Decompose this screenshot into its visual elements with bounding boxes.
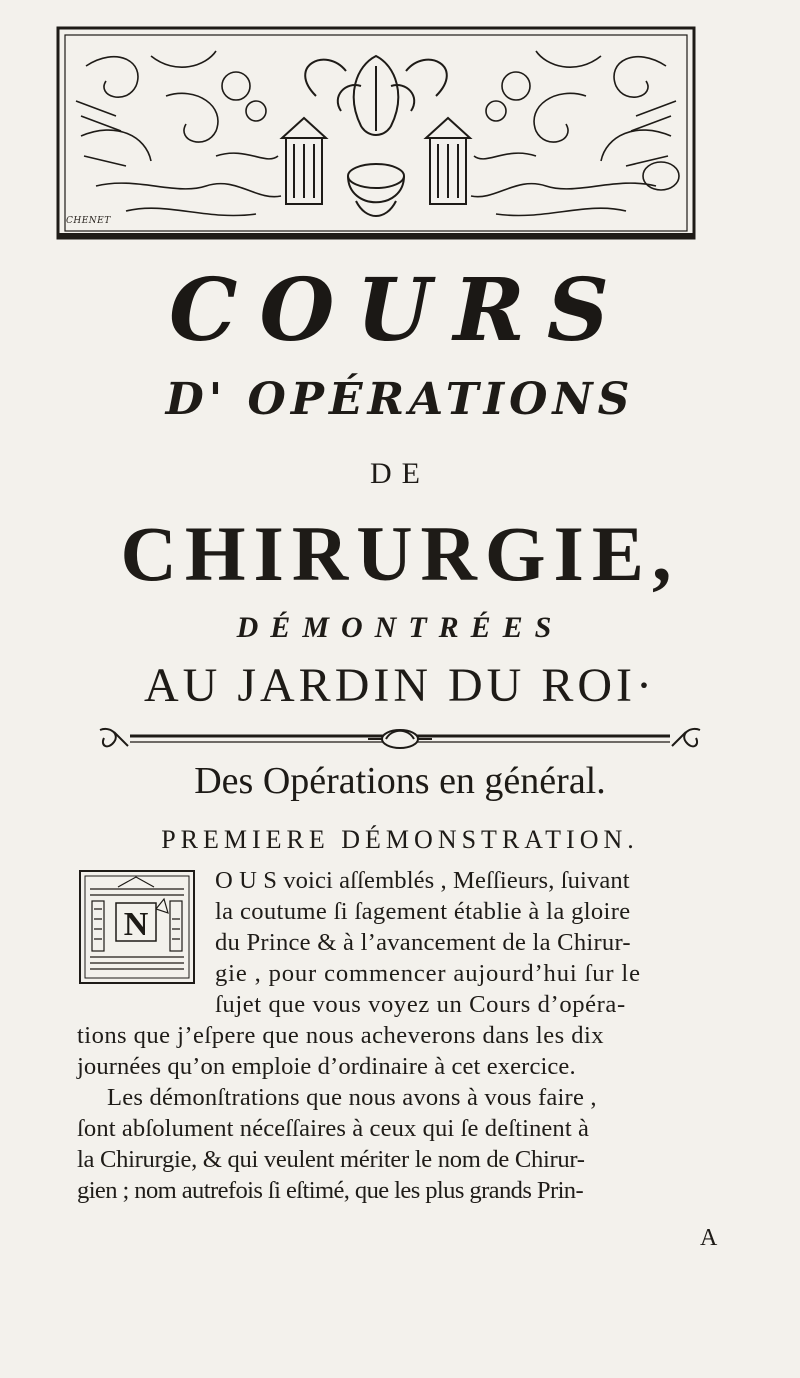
body-line: journées qu’on emploie d’ordinaire à cet exercice.: [77, 1053, 576, 1080]
drop-cap: [78, 869, 196, 985]
title-demontrees: DÉMONTRÉES: [236, 611, 564, 644]
body-line: la coutume ſi ſagement établie à la gloire: [215, 898, 631, 925]
body-line: la Chirurgie, & qui veulent mériter le nom de Chirur-: [77, 1146, 585, 1173]
body-line: tions que j’eſpere que nous acheverons dans les dix: [77, 1022, 604, 1049]
title-chirurgie: CHIRURGIE,: [120, 510, 680, 597]
engraver-signature: CHENET: [66, 216, 111, 226]
body-line: ſont abſolument néceſſaires à ceux qui ſe deſtinent à: [77, 1115, 590, 1142]
body-line: gie , pour commencer aujourd’hui ſur le: [215, 960, 641, 987]
body-line: gien ; nom autrefois ſi eſtimé, que les plus grands Prin-: [77, 1177, 584, 1204]
title-de: DE: [370, 457, 430, 490]
title-cours: COURS: [169, 260, 631, 361]
subheading: PREMIERE DÉMONSTRATION.: [161, 825, 639, 854]
ornamental-rule: [96, 724, 704, 754]
title-operations: D' OPÉRATIONS: [165, 374, 635, 425]
catchword: A: [700, 1225, 718, 1251]
drop-cap-letter: N: [123, 906, 149, 943]
headpiece-ornament: [56, 26, 696, 240]
body-line: O U S voici aſſemblés , Meſſieurs, ſuivant: [215, 867, 630, 894]
title-jardin-du-roi: AU JARDIN DU ROI·: [144, 659, 656, 712]
body-line: du Prince & à l’avancement de la Chirur-: [215, 929, 631, 956]
body-line: Les démonſtrations que nous avons à vous faire ,: [107, 1084, 597, 1111]
body-line: ſujet que vous voyez un Cours d’opéra-: [215, 991, 626, 1018]
section-heading: Des Opérations en général.: [194, 760, 606, 802]
